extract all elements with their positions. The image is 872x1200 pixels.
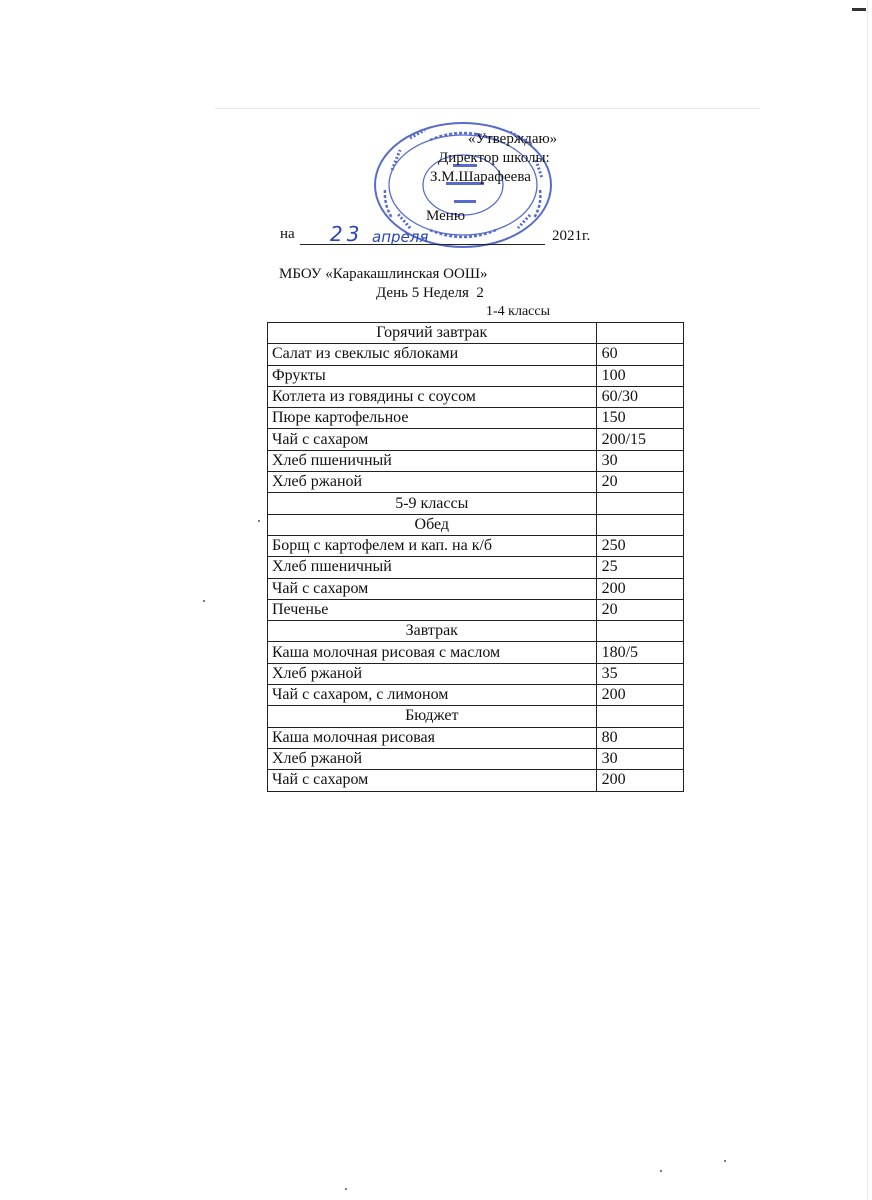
day-week: День 5 Неделя 2 — [376, 285, 484, 301]
portion-value: 30 — [596, 748, 683, 769]
portion-value: 180/5 — [596, 642, 683, 663]
section-row — [268, 323, 684, 344]
classes-label: 1-4 классы — [486, 304, 550, 319]
dish-name: Каша молочная рисовая — [268, 727, 597, 748]
approval-line-2: Директор школы: — [438, 150, 550, 166]
table-row — [268, 748, 684, 769]
section-row — [268, 706, 684, 727]
portion-value: 200 — [596, 578, 683, 599]
portion-value: 80 — [596, 727, 683, 748]
table-row — [268, 663, 684, 684]
scan-speck — [724, 1160, 726, 1162]
table-row — [268, 429, 684, 450]
portion-value — [596, 323, 683, 344]
table-row — [268, 344, 684, 365]
scan-edge-line — [867, 0, 868, 1200]
scan-speck — [203, 600, 205, 602]
scan-top-line — [215, 108, 760, 109]
portion-value: 30 — [596, 450, 683, 471]
dish-name: Хлеб пшеничный — [268, 450, 597, 471]
section-row — [268, 493, 684, 514]
table-row — [268, 578, 684, 599]
dish-name: Чай с сахаром — [268, 578, 597, 599]
portion-value: 25 — [596, 557, 683, 578]
dish-name: Хлеб ржаной — [268, 663, 597, 684]
dish-name: Печенье — [268, 599, 597, 620]
dish-name: Котлета из говядины с соусом — [268, 386, 597, 407]
table-row — [268, 557, 684, 578]
portion-value: 200/15 — [596, 429, 683, 450]
menu-table — [267, 322, 684, 792]
section-title: Горячий завтрак — [268, 323, 597, 344]
table-row — [268, 685, 684, 706]
approval-line-3: З.М.Шарафеева — [430, 169, 531, 185]
table-row — [268, 365, 684, 386]
portion-value — [596, 621, 683, 642]
dish-name: Фрукты — [268, 365, 597, 386]
handwritten-day: 23 — [330, 222, 364, 246]
table-row — [268, 642, 684, 663]
dish-name: Хлеб пшеничный — [268, 557, 597, 578]
section-row — [268, 621, 684, 642]
scan-speck — [258, 520, 260, 522]
table-row — [268, 408, 684, 429]
dish-name: Хлеб ржаной — [268, 748, 597, 769]
section-row — [268, 514, 684, 535]
menu-title: Меню — [426, 208, 466, 224]
handwritten-month: апреля — [372, 228, 429, 246]
portion-value — [596, 493, 683, 514]
dish-name: Каша молочная рисовая с маслом — [268, 642, 597, 663]
date-year: 2021г. — [552, 228, 591, 244]
section-title: Бюджет — [268, 706, 597, 727]
dish-name: Чай с сахаром — [268, 770, 597, 791]
table-row — [268, 386, 684, 407]
table-row — [268, 450, 684, 471]
portion-value: 150 — [596, 408, 683, 429]
section-title: Обед — [268, 514, 597, 535]
portion-value: 35 — [596, 663, 683, 684]
section-title: Завтрак — [268, 621, 597, 642]
table-row — [268, 727, 684, 748]
portion-value: 20 — [596, 472, 683, 493]
dish-name: Пюре картофельное — [268, 408, 597, 429]
table-row — [268, 770, 684, 791]
portion-value: 100 — [596, 365, 683, 386]
dish-name: Хлеб ржаной — [268, 472, 597, 493]
section-title: 5-9 классы — [268, 493, 597, 514]
portion-value — [596, 706, 683, 727]
portion-value: 60/30 — [596, 386, 683, 407]
table-row — [268, 472, 684, 493]
approval-line-1: «Утверждаю» — [468, 131, 558, 147]
scan-speck — [345, 1188, 347, 1190]
scan-corner-mark — [852, 8, 866, 11]
table-row — [268, 599, 684, 620]
portion-value: 200 — [596, 770, 683, 791]
portion-value: 200 — [596, 685, 683, 706]
portion-value: 60 — [596, 344, 683, 365]
table-row — [268, 535, 684, 556]
dish-name: Салат из свеклыс яблоками — [268, 344, 597, 365]
school-name: МБОУ «Каракашлинская ООШ» — [279, 266, 488, 282]
portion-value: 250 — [596, 535, 683, 556]
approval-block — [420, 130, 620, 187]
scan-speck — [660, 1170, 662, 1172]
dish-name: Борщ с картофелем и кап. на к/б — [268, 535, 597, 556]
portion-value: 20 — [596, 599, 683, 620]
dish-name: Чай с сахаром — [268, 429, 597, 450]
dish-name: Чай с сахаром, с лимоном — [268, 685, 597, 706]
date-prefix: на — [280, 226, 295, 242]
portion-value — [596, 514, 683, 535]
